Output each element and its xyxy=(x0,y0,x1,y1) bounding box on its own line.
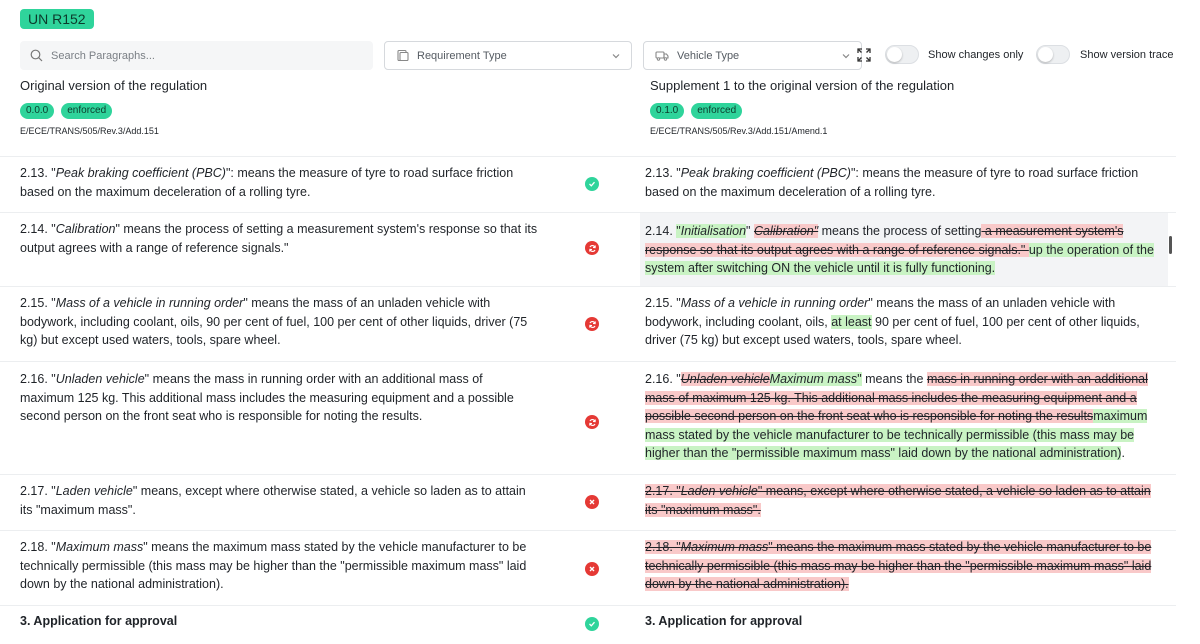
deleted-text: Maximum mass xyxy=(680,540,769,554)
paragraph-row[interactable] xyxy=(0,474,1176,530)
left-paragraph-text xyxy=(20,370,540,426)
unchanged-status xyxy=(585,177,599,191)
version-badge: 0.0.0 xyxy=(20,103,54,119)
text-segment: 2.18. " xyxy=(20,540,56,554)
deleted-text: " means, except where otherwise stated, a vehicle so laden as to attain its "maximum mass". xyxy=(645,484,1151,517)
text-segment: Maximum mass xyxy=(55,540,144,554)
inserted-text: " xyxy=(857,372,862,386)
deleted-text: Calibration" xyxy=(753,224,819,238)
right-paragraph-text xyxy=(645,222,1165,278)
left-paragraph-text xyxy=(20,220,540,257)
status-badge: enforced xyxy=(61,103,112,119)
x-icon xyxy=(588,498,596,506)
text-segment: 2.14. " xyxy=(20,222,56,236)
show-version-trace-label: Show version trace xyxy=(1080,49,1174,61)
inserted-text: Maximum mass xyxy=(769,372,858,386)
modified-status xyxy=(585,241,599,255)
inserted-text: maximum mass stated by the vehicle manufacturer to be technically permissible (this mass may be higher than the "permissible maximum mass" laid down by the national administration) xyxy=(645,409,1148,460)
unchanged-status xyxy=(585,617,599,631)
text-segment: " means the process of setting a measurement system's response so that its output agrees with a range of reference signals." xyxy=(20,222,538,255)
scrollbar-thumb[interactable] xyxy=(1169,236,1172,254)
text-segment: Mass of a vehicle in running order xyxy=(680,296,869,310)
text-segment: ": means the measure of tyre to road surface friction based on the maximum deceleration of a rolling tyre. xyxy=(20,166,514,199)
text-segment: " means, except where otherwise stated, a vehicle so laden as to attain its "maximum mass". xyxy=(20,484,526,517)
text-segment: means the process of setting xyxy=(818,224,982,238)
text-segment: 2.14. xyxy=(645,224,677,238)
text-segment: Unladen vehicle xyxy=(55,372,145,386)
inserted-text: " xyxy=(676,224,681,238)
right-paragraph-text xyxy=(645,538,1165,594)
left-paragraph-text xyxy=(20,612,540,631)
search-input[interactable] xyxy=(51,50,351,62)
left-version-badges xyxy=(20,103,112,119)
left-paragraph-text xyxy=(20,294,540,350)
check-icon xyxy=(588,620,596,628)
vehicle-type-select[interactable] xyxy=(643,41,862,70)
deleted-text: a measurement system's response so that its output agrees with a range of reference signals." xyxy=(645,224,1124,257)
x-icon xyxy=(588,565,596,573)
search-box[interactable] xyxy=(20,41,373,70)
text-segment: ": means the measure of tyre to road surface friction based on the maximum deceleration of a rolling tyre. xyxy=(645,166,1139,199)
version-badge: 0.1.0 xyxy=(650,103,684,119)
text-segment: Mass of a vehicle in running order xyxy=(55,296,244,310)
text-segment: 90 per cent of fuel, 100 per cent of other liquids, driver (75 kg) but except used waters, tools, spare wheel. xyxy=(645,314,1140,347)
expand-icon[interactable] xyxy=(856,47,872,63)
paragraph-row[interactable] xyxy=(0,530,1176,605)
deleted-text: Laden vehicle xyxy=(680,484,758,498)
show-changes-label: Show changes only xyxy=(928,49,1024,61)
refresh-icon xyxy=(588,418,597,427)
requirement-type-label: Requirement Type xyxy=(417,49,507,62)
right-version-title: Supplement 1 to the original version of the regulation xyxy=(650,78,955,93)
requirement-type-select[interactable] xyxy=(384,41,632,70)
toggle-knob xyxy=(887,47,902,62)
text-segment: " means the mass of an unladen vehicle with bodywork, including coolant, oils, 90 per cent of fuel, 100 per cent of other liquids, driver (75 kg) but except used waters, tools, spare wheel. xyxy=(20,296,528,347)
inserted-text: up the operation of the system after switching ON the vehicle until it is fully functioning. xyxy=(645,242,1154,275)
right-doc-reference: E/ECE/TRANS/505/Rev.3/Add.151/Amend.1 xyxy=(650,126,828,136)
deleted-text: 2.17. " xyxy=(645,484,681,498)
left-paragraph-text xyxy=(20,164,540,201)
text-segment: . xyxy=(1121,446,1125,460)
inserted-text: Initialisation xyxy=(680,224,747,238)
deleted-status xyxy=(585,495,599,509)
paragraph-row[interactable] xyxy=(0,212,1176,286)
deleted-status xyxy=(585,562,599,576)
deleted-text: Unladen vehicle xyxy=(680,372,770,386)
deleted-text: " means the maximum mass stated by the vehicle manufacturer to be technically permissible (this mass may be higher than the "permissible maximum mass" laid down by the national administration). xyxy=(645,540,1152,591)
text-segment: 2.16. " xyxy=(20,372,56,386)
check-icon xyxy=(588,180,596,188)
modified-status xyxy=(585,317,599,331)
show-changes-toggle[interactable] xyxy=(885,45,919,64)
toggle-knob xyxy=(1038,47,1053,62)
text-segment: 2.17. " xyxy=(20,484,56,498)
search-icon xyxy=(30,49,43,62)
regulation-tag: UN R152 xyxy=(20,9,94,29)
deleted-text: mass in running order with an additional mass of maximum 125 kg. This additional mass includes the measuring equipment and a possible second person on the front seat who is responsible for noting the results xyxy=(645,372,1148,423)
text-segment: " means the mass in running order with an additional mass of maximum 125 kg. This additional mass includes the measuring equipment and a possible second person on the front seat who is responsible for noting the results. xyxy=(20,372,514,423)
text-segment: " means the mass of an unladen vehicle with bodywork, including coolant, oils, xyxy=(645,296,1116,329)
right-paragraph-text xyxy=(645,482,1165,519)
text-segment: means the xyxy=(861,372,927,386)
chevron-down-icon xyxy=(841,51,851,61)
left-paragraph-text xyxy=(20,482,540,519)
text-segment: 3. Application for approval xyxy=(20,614,178,628)
text-segment: Peak braking coefficient (PBC) xyxy=(680,166,851,180)
paragraph-row[interactable] xyxy=(0,286,1176,361)
modified-status xyxy=(585,415,599,429)
text-segment: Calibration xyxy=(55,222,116,236)
text-segment: Laden vehicle xyxy=(55,484,133,498)
paragraph-row[interactable] xyxy=(0,156,1176,212)
text-segment: 2.15. " xyxy=(20,296,56,310)
text-segment: " means the maximum mass stated by the vehicle manufacturer to be technically permissible (this mass may be higher than the "permissible maximum mass" laid down by the national administration). xyxy=(20,540,527,591)
refresh-icon xyxy=(588,244,597,253)
text-segment: 2.13. " xyxy=(20,166,56,180)
right-paragraph-text xyxy=(645,370,1165,463)
left-version-title: Original version of the regulation xyxy=(20,78,208,93)
text-segment: 2.13. " xyxy=(645,166,681,180)
deleted-text: 2.18. " xyxy=(645,540,681,554)
inserted-text: at least xyxy=(831,314,872,329)
filter-bar xyxy=(20,41,1180,70)
right-paragraph-text xyxy=(645,294,1165,350)
document-icon xyxy=(396,49,409,62)
right-paragraph-text xyxy=(645,164,1165,201)
right-paragraph-text xyxy=(645,612,1165,631)
text-segment: 3. Application for approval xyxy=(645,614,803,628)
left-doc-reference: E/ECE/TRANS/505/Rev.3/Add.151 xyxy=(20,126,159,136)
paragraph-row[interactable] xyxy=(0,605,1176,644)
text-segment: Peak braking coefficient (PBC) xyxy=(55,166,226,180)
car-icon xyxy=(655,49,669,62)
text-segment: 2.16. " xyxy=(645,372,681,386)
refresh-icon xyxy=(588,320,597,329)
text-segment: 2.15. " xyxy=(645,296,681,310)
status-badge: enforced xyxy=(691,103,742,119)
left-paragraph-text xyxy=(20,538,540,594)
right-version-badges xyxy=(650,103,742,119)
show-version-trace-toggle[interactable] xyxy=(1036,45,1070,64)
paragraph-row[interactable] xyxy=(0,361,1176,474)
text-segment: " xyxy=(746,224,754,238)
chevron-down-icon xyxy=(611,51,621,61)
vehicle-type-label: Vehicle Type xyxy=(677,49,740,62)
